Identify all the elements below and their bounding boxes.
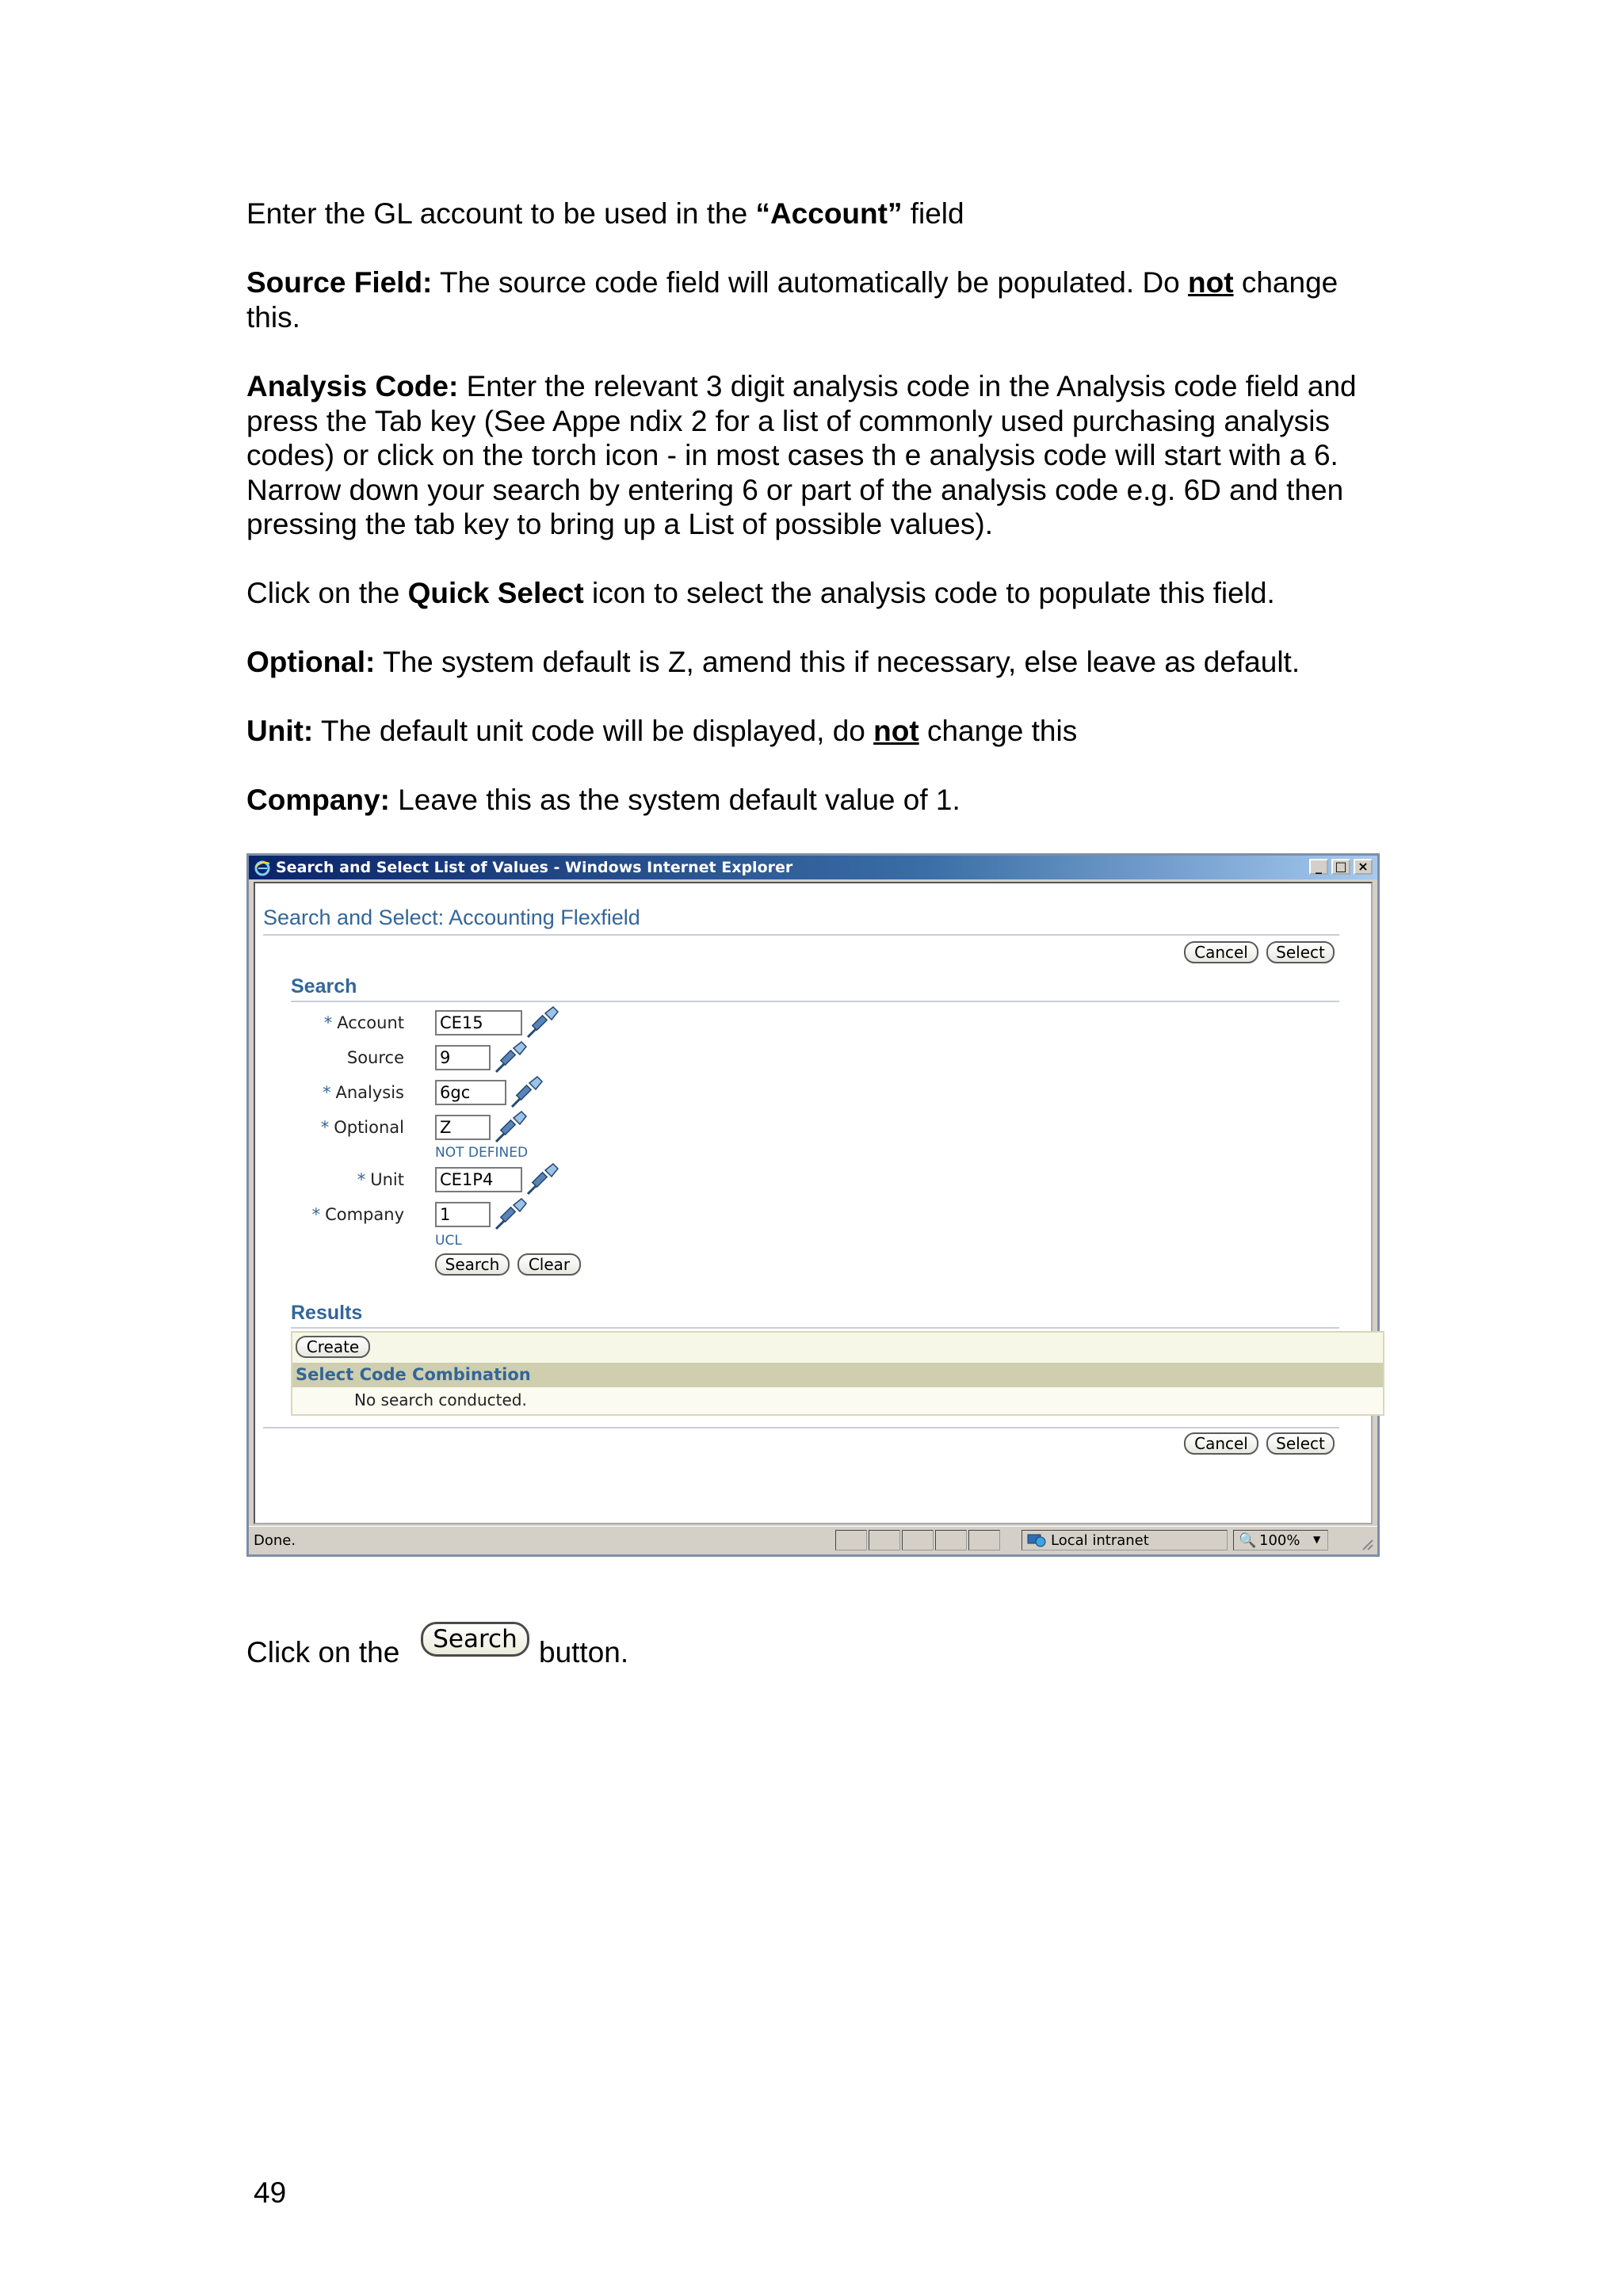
torch-icon[interactable] xyxy=(510,1074,545,1108)
torch-icon[interactable] xyxy=(495,1039,529,1074)
instruction-analysis-code: Analysis Code: Enter the relevant 3 digit analysis code in the Analysis code field and press the Tab key (See Appe ndix 2 for a list of commonly used purchasing analysis codes) or click on the torch icon - in most cases th e analysis code will start with a 6. Narrow down your search by entering 6 or part of the analysis code e.g. 6D and then pressing the tab key to bring up a List of possible values). xyxy=(246,370,1357,540)
results-column-header: Select Code Combination xyxy=(292,1363,1383,1387)
resize-grip-icon[interactable] xyxy=(1358,1535,1374,1551)
select-button-top[interactable]: Select xyxy=(1266,941,1335,963)
search-divider xyxy=(291,1001,1339,1002)
source-label: Source xyxy=(346,1048,404,1067)
search-button-image: Search xyxy=(421,1622,529,1657)
company-field[interactable]: 1 xyxy=(435,1202,491,1227)
instruction-account: Enter the GL account to be used in the “Account” field xyxy=(246,197,964,230)
source-field[interactable]: 9 xyxy=(435,1045,491,1070)
maximize-button[interactable]: □ xyxy=(1331,859,1350,875)
chevron-down-icon[interactable]: ▼ xyxy=(1313,1534,1321,1545)
instruction-click-search: Click on the xyxy=(246,1636,400,1669)
status-panel xyxy=(968,1530,1000,1550)
unit-field[interactable]: CE1P4 xyxy=(435,1167,522,1192)
status-text: Done. xyxy=(254,1532,296,1549)
search-section-heading: Search xyxy=(291,975,357,997)
results-table xyxy=(291,1331,1384,1416)
status-bar xyxy=(249,1526,1377,1554)
internet-explorer-icon xyxy=(254,859,271,876)
instruction-company: Company: Leave this as the system default value of 1. xyxy=(246,784,960,816)
ie-window-screenshot xyxy=(246,853,1380,1557)
page-content xyxy=(254,882,1373,1524)
cancel-button-top[interactable]: Cancel xyxy=(1184,941,1258,963)
status-panel xyxy=(935,1530,967,1550)
results-divider xyxy=(291,1327,1339,1329)
optional-label: * Optional xyxy=(320,1118,404,1137)
intranet-icon xyxy=(1025,1532,1046,1548)
page-number: 49 xyxy=(254,2176,287,2209)
zoom-icon: 🔍 xyxy=(1239,1532,1257,1549)
clear-button[interactable]: Clear xyxy=(517,1253,581,1276)
account-label: * Account xyxy=(323,1013,404,1032)
window-titlebar xyxy=(249,856,1377,879)
instruction-quick-select: Click on the Quick Select icon to select the analysis code to populate this field. xyxy=(246,577,1275,609)
zone-text: Local intranet xyxy=(1051,1532,1149,1549)
results-section-heading: Results xyxy=(291,1302,363,1324)
instruction-source-field: Source Field: The source code field will automatically be populated. Do not change this. xyxy=(246,266,1338,334)
company-label: * Company xyxy=(311,1205,404,1224)
account-field[interactable]: CE15 xyxy=(435,1010,522,1035)
footer-divider xyxy=(263,1427,1339,1428)
analysis-label: * Analysis xyxy=(322,1083,404,1102)
create-button[interactable]: Create xyxy=(296,1336,370,1358)
analysis-field[interactable]: 6gc xyxy=(435,1080,506,1105)
instruction-click-search-suffix: button. xyxy=(539,1636,629,1669)
search-button[interactable]: Search xyxy=(435,1253,510,1276)
results-empty-row: No search conducted. xyxy=(292,1387,1383,1414)
unit-label: * Unit xyxy=(357,1170,404,1189)
torch-icon[interactable] xyxy=(495,1196,529,1230)
status-panel xyxy=(869,1530,900,1550)
cancel-button-bottom[interactable]: Cancel xyxy=(1184,1432,1258,1455)
torch-icon[interactable] xyxy=(495,1108,529,1143)
status-panel xyxy=(835,1530,867,1550)
window-title: Search and Select List of Values - Windows Internet Explorer xyxy=(276,859,793,876)
page-title: Search and Select: Accounting Flexfield xyxy=(263,906,640,929)
company-description: UCL xyxy=(435,1233,462,1249)
torch-icon[interactable] xyxy=(526,1004,561,1039)
close-window-button[interactable]: × xyxy=(1354,859,1373,875)
minimize-button[interactable]: _ xyxy=(1309,859,1328,875)
zone-panel xyxy=(1022,1530,1228,1550)
instruction-unit: Unit: The default unit code will be displayed, do not change this xyxy=(246,715,1078,747)
zoom-level: 100% xyxy=(1259,1532,1300,1549)
heading-divider xyxy=(263,934,1339,936)
torch-icon[interactable] xyxy=(526,1161,561,1196)
instruction-optional: Optional: The system default is Z, amend this if necessary, else leave as default. xyxy=(246,646,1300,678)
status-panel xyxy=(902,1530,934,1550)
select-button-bottom[interactable]: Select xyxy=(1266,1432,1335,1455)
optional-field[interactable]: Z xyxy=(435,1115,491,1140)
optional-description: NOT DEFINED xyxy=(435,1145,529,1161)
zoom-control[interactable] xyxy=(1233,1530,1328,1550)
